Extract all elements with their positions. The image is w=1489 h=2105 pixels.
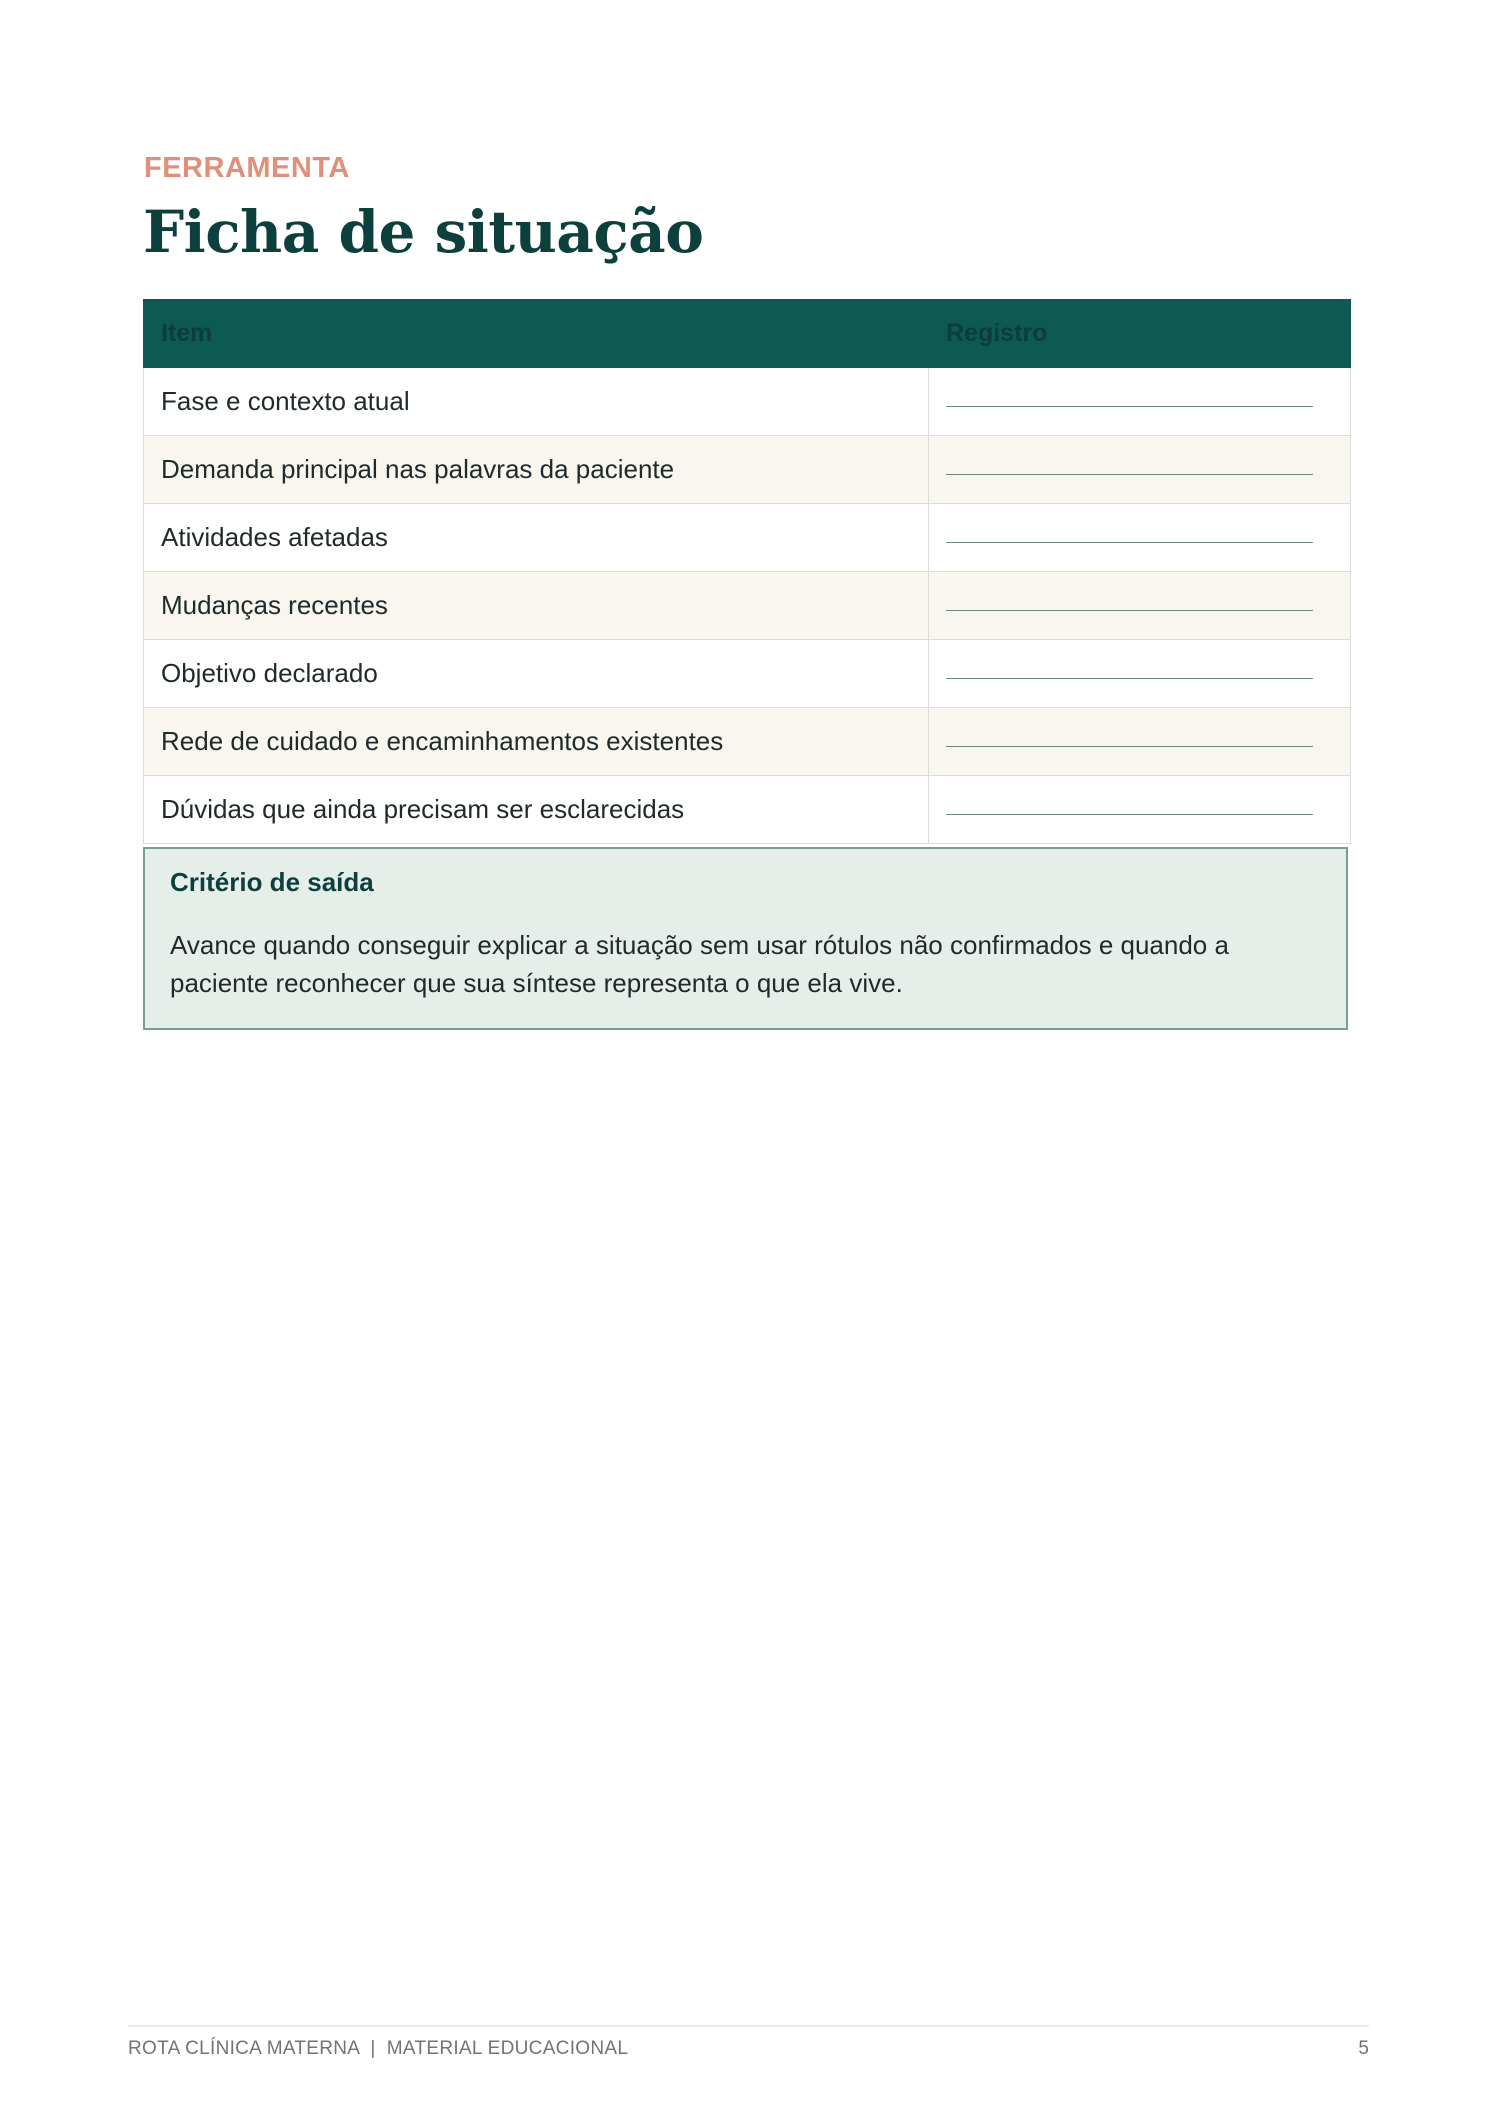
row-record-cell[interactable]: [929, 504, 1351, 572]
column-header-registro: Registro: [929, 300, 1351, 368]
row-record-cell[interactable]: [929, 368, 1351, 436]
table-row: [144, 436, 1351, 504]
callout-body: Avance quando conseguir explicar a situação sem usar rótulos não confirmados e quando a paciente reconhecer que sua síntese representa o que ela vive.: [170, 930, 1229, 998]
table-row: [144, 504, 1351, 572]
fill-in-line: [946, 678, 1313, 679]
situation-table: [143, 299, 1351, 844]
table-row: [144, 776, 1351, 844]
fill-in-line: [946, 814, 1313, 815]
fill-in-line: [946, 610, 1313, 611]
row-item-label: Rede de cuidado e encaminhamentos existentes: [144, 708, 929, 776]
row-item-label: Fase e contexto atual: [144, 368, 929, 436]
table-row: [144, 368, 1351, 436]
row-record-cell[interactable]: [929, 776, 1351, 844]
row-item-label: Atividades afetadas: [144, 504, 929, 572]
row-record-cell[interactable]: [929, 436, 1351, 504]
row-record-cell[interactable]: [929, 640, 1351, 708]
row-record-cell[interactable]: [929, 572, 1351, 640]
exit-criteria-callout: [143, 847, 1348, 1030]
fill-in-line: [946, 542, 1313, 543]
page-number: 5: [1358, 2038, 1369, 2059]
row-record-cell[interactable]: [929, 708, 1351, 776]
callout-title: Critério de saída: [170, 867, 374, 897]
footer-divider: [128, 2025, 1369, 2027]
table-row: [144, 708, 1351, 776]
section-kicker: FERRAMENTA: [144, 152, 350, 184]
table-row: [144, 572, 1351, 640]
footer-label: ROTA CLÍNICA MATERNA | MATERIAL EDUCACIONAL: [128, 2038, 629, 2059]
page-title: Ficha de situação: [143, 198, 704, 266]
fill-in-line: [946, 406, 1313, 407]
column-header-item: Item: [144, 300, 929, 368]
row-item-label: Dúvidas que ainda precisam ser esclarecidas: [144, 776, 929, 844]
row-item-label: Objetivo declarado: [144, 640, 929, 708]
table-header-row: [144, 300, 1351, 368]
fill-in-line: [946, 746, 1313, 747]
table-row: [144, 640, 1351, 708]
row-item-label: Mudanças recentes: [144, 572, 929, 640]
row-item-label: Demanda principal nas palavras da paciente: [144, 436, 929, 504]
fill-in-line: [946, 474, 1313, 475]
